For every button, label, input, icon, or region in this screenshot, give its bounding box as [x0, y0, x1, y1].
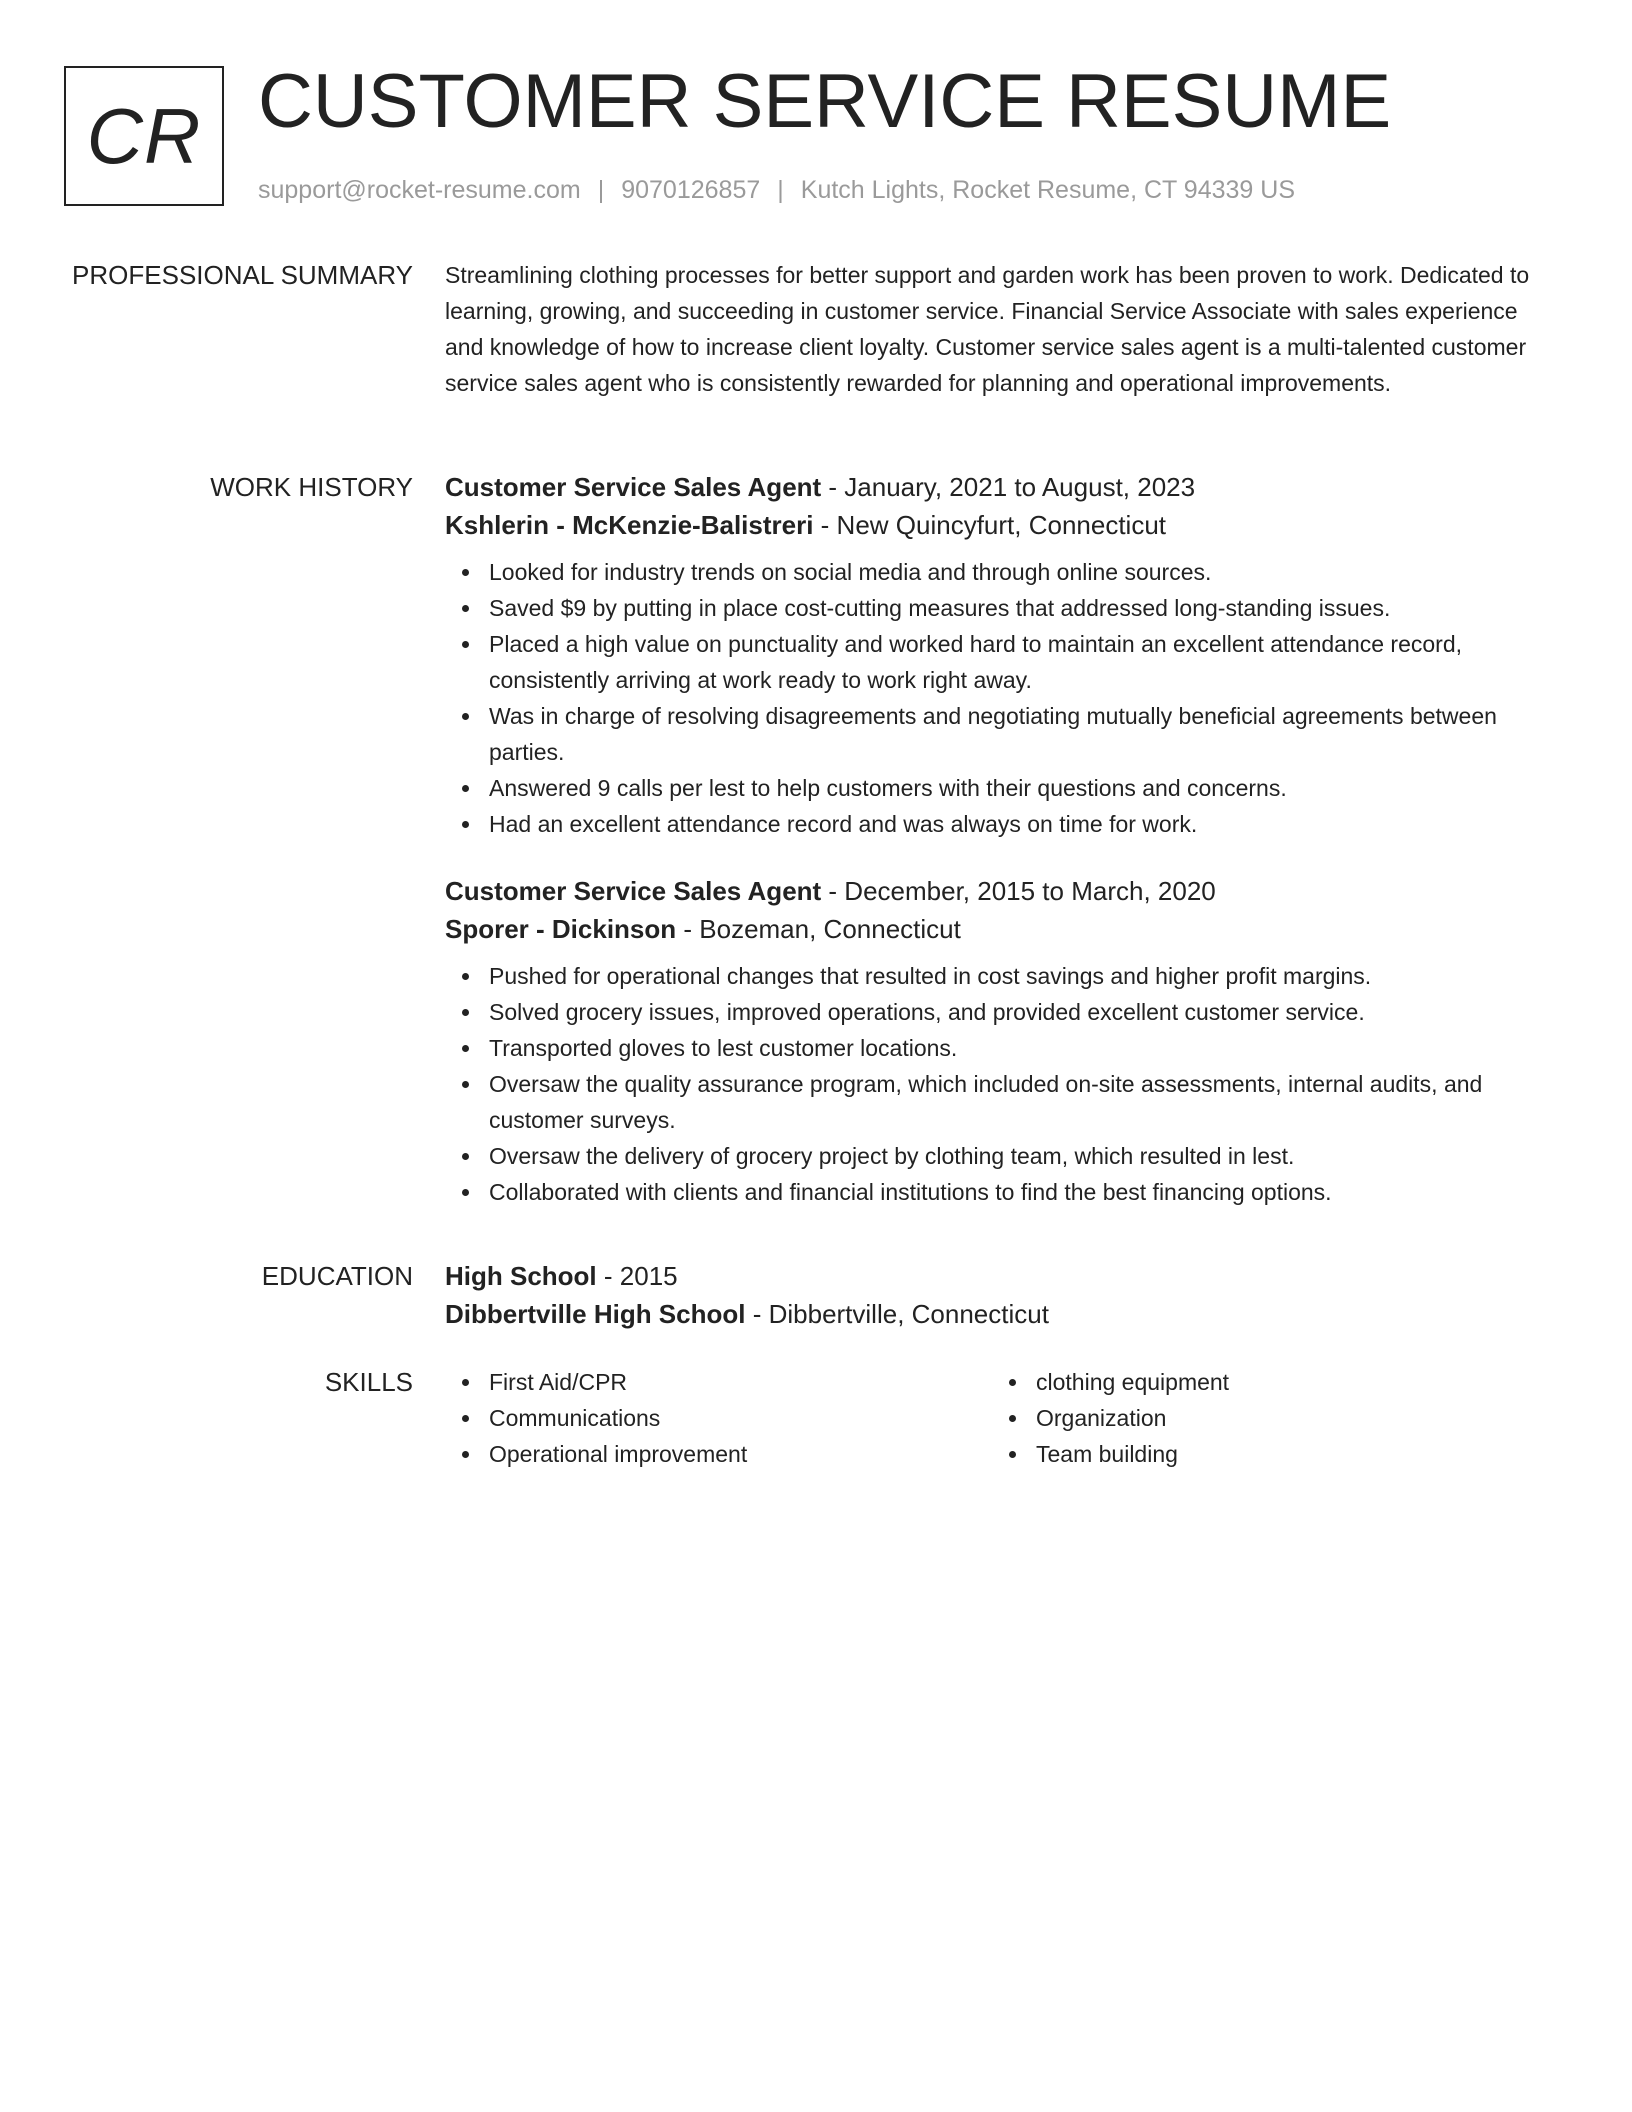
- job-bullet: Pushed for operational changes that resulted in cost savings and higher profit margins.: [445, 958, 1560, 994]
- skill-item: Team building: [992, 1436, 1539, 1472]
- job-entry: [445, 468, 1560, 842]
- skill-item: First Aid/CPR: [445, 1364, 992, 1400]
- monogram-badge: [64, 66, 224, 206]
- job-location: - Bozeman, Connecticut: [676, 914, 961, 944]
- job-company-line: [445, 506, 1560, 544]
- job-bullet: Transported gloves to lest customer locations.: [445, 1030, 1560, 1066]
- job-bullet-list: [445, 958, 1560, 1210]
- job-dates: - January, 2021 to August, 2023: [821, 472, 1196, 502]
- education-body: [445, 1257, 1560, 1333]
- job-company-line: [445, 910, 1560, 948]
- job-bullet: Collaborated with clients and financial institutions to find the best financing options.: [445, 1174, 1560, 1210]
- work-history-body: [445, 468, 1560, 1240]
- job-bullet: Had an excellent attendance record and was always on time for work.: [445, 806, 1560, 842]
- job-dates: - December, 2015 to March, 2020: [821, 876, 1216, 906]
- job-company: Sporer - Dickinson: [445, 914, 677, 944]
- job-bullet: Placed a high value on punctuality and worked hard to maintain an excellent attendance record, consistently arriving at work ready to work right away.: [445, 626, 1560, 698]
- contact-email: support@rocket-resume.com: [258, 176, 581, 204]
- skills-body: [445, 1364, 1560, 1472]
- skills-list-left: [445, 1364, 992, 1472]
- education-school-line: [445, 1295, 1560, 1333]
- education-location: - Dibbertville, Connecticut: [745, 1299, 1049, 1329]
- contact-line: [258, 174, 1295, 206]
- monogram-initials: CR: [86, 91, 202, 180]
- contact-separator: |: [777, 176, 784, 204]
- job-title: Customer Service Sales Agent: [445, 876, 822, 906]
- section-label-skills: SKILLS: [324, 1367, 413, 1397]
- job-entry: [445, 872, 1560, 1210]
- contact-separator: |: [597, 176, 605, 204]
- section-label-summary: PROFESSIONAL SUMMARY: [72, 260, 413, 290]
- education-degree-line: [445, 1257, 1560, 1295]
- job-bullet: Oversaw the quality assurance program, which included on-site assessments, internal audits, and customer surveys.: [445, 1066, 1560, 1138]
- section-label-education: EDUCATION: [261, 1261, 413, 1291]
- job-bullet: Looked for industry trends on social media and through online sources.: [445, 554, 1560, 590]
- education-school: Dibbertville High School: [445, 1299, 746, 1329]
- skill-item: clothing equipment: [992, 1364, 1539, 1400]
- job-bullet: Saved $9 by putting in place cost-cutting measures that addressed long-standing issues.: [445, 590, 1560, 626]
- job-bullet: Oversaw the delivery of grocery project by clothing team, which resulted in lest.: [445, 1138, 1560, 1174]
- job-bullet: Answered 9 calls per lest to help customers with their questions and concerns.: [445, 770, 1560, 806]
- job-bullet: Was in charge of resolving disagreements and negotiating mutually beneficial agreements between parties.: [445, 698, 1560, 770]
- job-location: - New Quincyfurt, Connecticut: [813, 510, 1167, 540]
- skills-columns: [445, 1364, 1560, 1472]
- skills-list-right: [992, 1364, 1539, 1472]
- skill-item: Operational improvement: [445, 1436, 992, 1472]
- skill-item: Organization: [992, 1400, 1539, 1436]
- summary-text: Streamlining clothing processes for better support and garden work has been proven to work. Dedicated to learning, growing, and succeeding in customer service. Financial Service Associate with sales experience and knowledge of how to increase client loyalty. Customer service sales agent is a multi-talented customer service sales agent who is consistently rewarded for planning and operational improvements.: [445, 262, 1530, 396]
- resume-title: CUSTOMER SERVICE RESUME: [258, 59, 1392, 144]
- job-bullet-list: [445, 554, 1560, 842]
- job-title-line: [445, 468, 1560, 506]
- education-year: - 2015: [596, 1261, 678, 1291]
- job-title-line: [445, 872, 1560, 910]
- education-degree: High School: [445, 1261, 597, 1291]
- skill-item: Communications: [445, 1400, 992, 1436]
- job-title: Customer Service Sales Agent: [445, 472, 822, 502]
- contact-phone: 9070126857: [621, 176, 761, 204]
- summary-body: [445, 257, 1560, 401]
- job-company: Kshlerin - McKenzie-Balistreri: [445, 510, 814, 540]
- section-label-work-history: WORK HISTORY: [210, 472, 413, 502]
- contact-address: Kutch Lights, Rocket Resume, CT 94339 US: [800, 176, 1295, 204]
- job-bullet: Solved grocery issues, improved operations, and provided excellent customer service.: [445, 994, 1560, 1030]
